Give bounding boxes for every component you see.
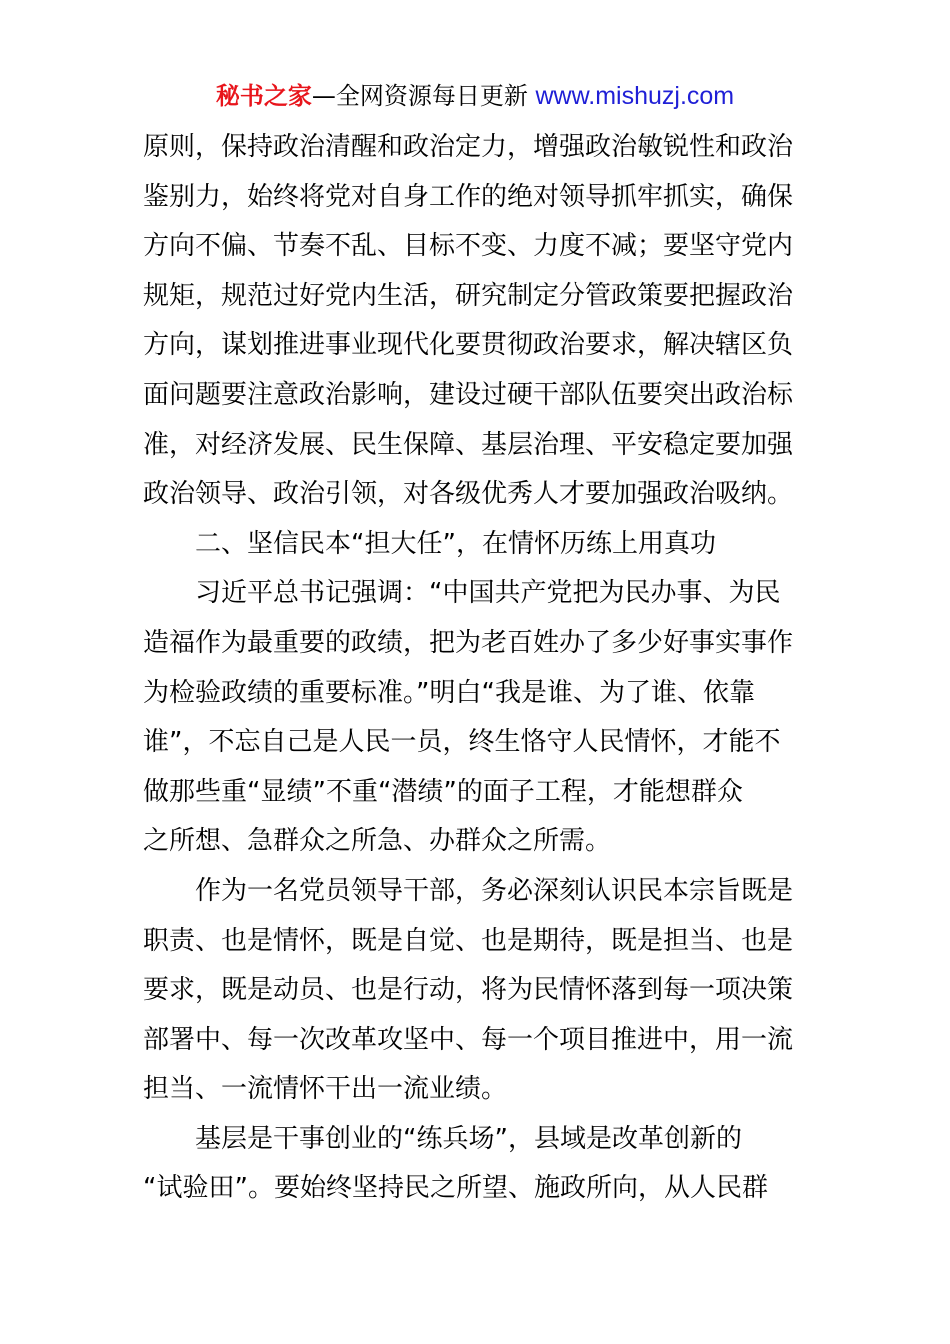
text-line: 方向不偏、节奏不乱、目标不变、力度不减；要坚守党内 — [143, 231, 794, 262]
paragraph-first-line: 二、坚信民本“担大任”，在情怀历练上用真功 — [195, 528, 716, 559]
text-line: 谁”，不忘自己是人民一员，终生恪守人民情怀，才能不 — [143, 727, 781, 758]
paragraph-first-line: 基层是干事创业的“练兵场”，县域是改革创新的 — [195, 1123, 742, 1154]
text-line: 之所想、急群众之所急、办群众之所需。 — [143, 826, 612, 857]
text-line: 面问题要注意政治影响，建设过硬干部队伍要突出政治标 — [143, 379, 794, 410]
text-line: 方向，谋划推进事业现代化要贯彻政治要求，解决辖区负 — [143, 330, 794, 361]
text-line: 职责、也是情怀，既是自觉、也是期待，既是担当、也是 — [143, 925, 794, 956]
text-line: 政治领导、政治引领，对各级优秀人才要加强政治吸纳。 — [143, 479, 794, 510]
text-line: 鉴别力，始终将党对自身工作的绝对领导抓牢抓实，确保 — [143, 181, 794, 212]
text-line: 规矩，规范过好党内生活，研究制定分管政策要把握政治 — [143, 280, 794, 311]
text-line: 造福作为最重要的政绩，把为老百姓办了多少好事实事作 — [143, 627, 794, 658]
text-line: 为检验政绩的重要标准。”明白“我是谁、为了谁、依靠 — [143, 677, 755, 708]
text-line: “试验田”。要始终坚持民之所望、施政所向，从人民群 — [143, 1173, 768, 1204]
paragraph-first-line: 习近平总书记强调：“中国共产党把为民办事、为民 — [195, 578, 781, 609]
text-line: 做那些重“显绩”不重“潜绩”的面子工程，才能想群众 — [143, 776, 743, 807]
text-line: 要求，既是动员、也是行动，将为民情怀落到每一项决策 — [143, 975, 794, 1006]
brand-name: 秘书之家 — [215, 82, 312, 110]
document-body — [143, 123, 811, 1214]
paragraph-first-line: 作为一名党员领导干部，务必深刻认识民本宗旨既是 — [195, 875, 794, 906]
text-line: 准，对经济发展、民生保障、基层治理、平安稳定要加强 — [143, 429, 794, 460]
text-line: 部署中、每一次改革攻坚中、每一个项目推进中，用一流 — [143, 1024, 794, 1055]
page-header — [0, 78, 950, 114]
text-line: 原则，保持政治清醒和政治定力，增强政治敏锐性和政治 — [143, 132, 794, 162]
text-line: 担当、一流情怀干出一流业绩。 — [143, 1074, 508, 1105]
header-tagline: —全网资源每日更新 — [311, 82, 536, 110]
site-url-link[interactable]: www.mishuzj.com — [535, 82, 735, 110]
